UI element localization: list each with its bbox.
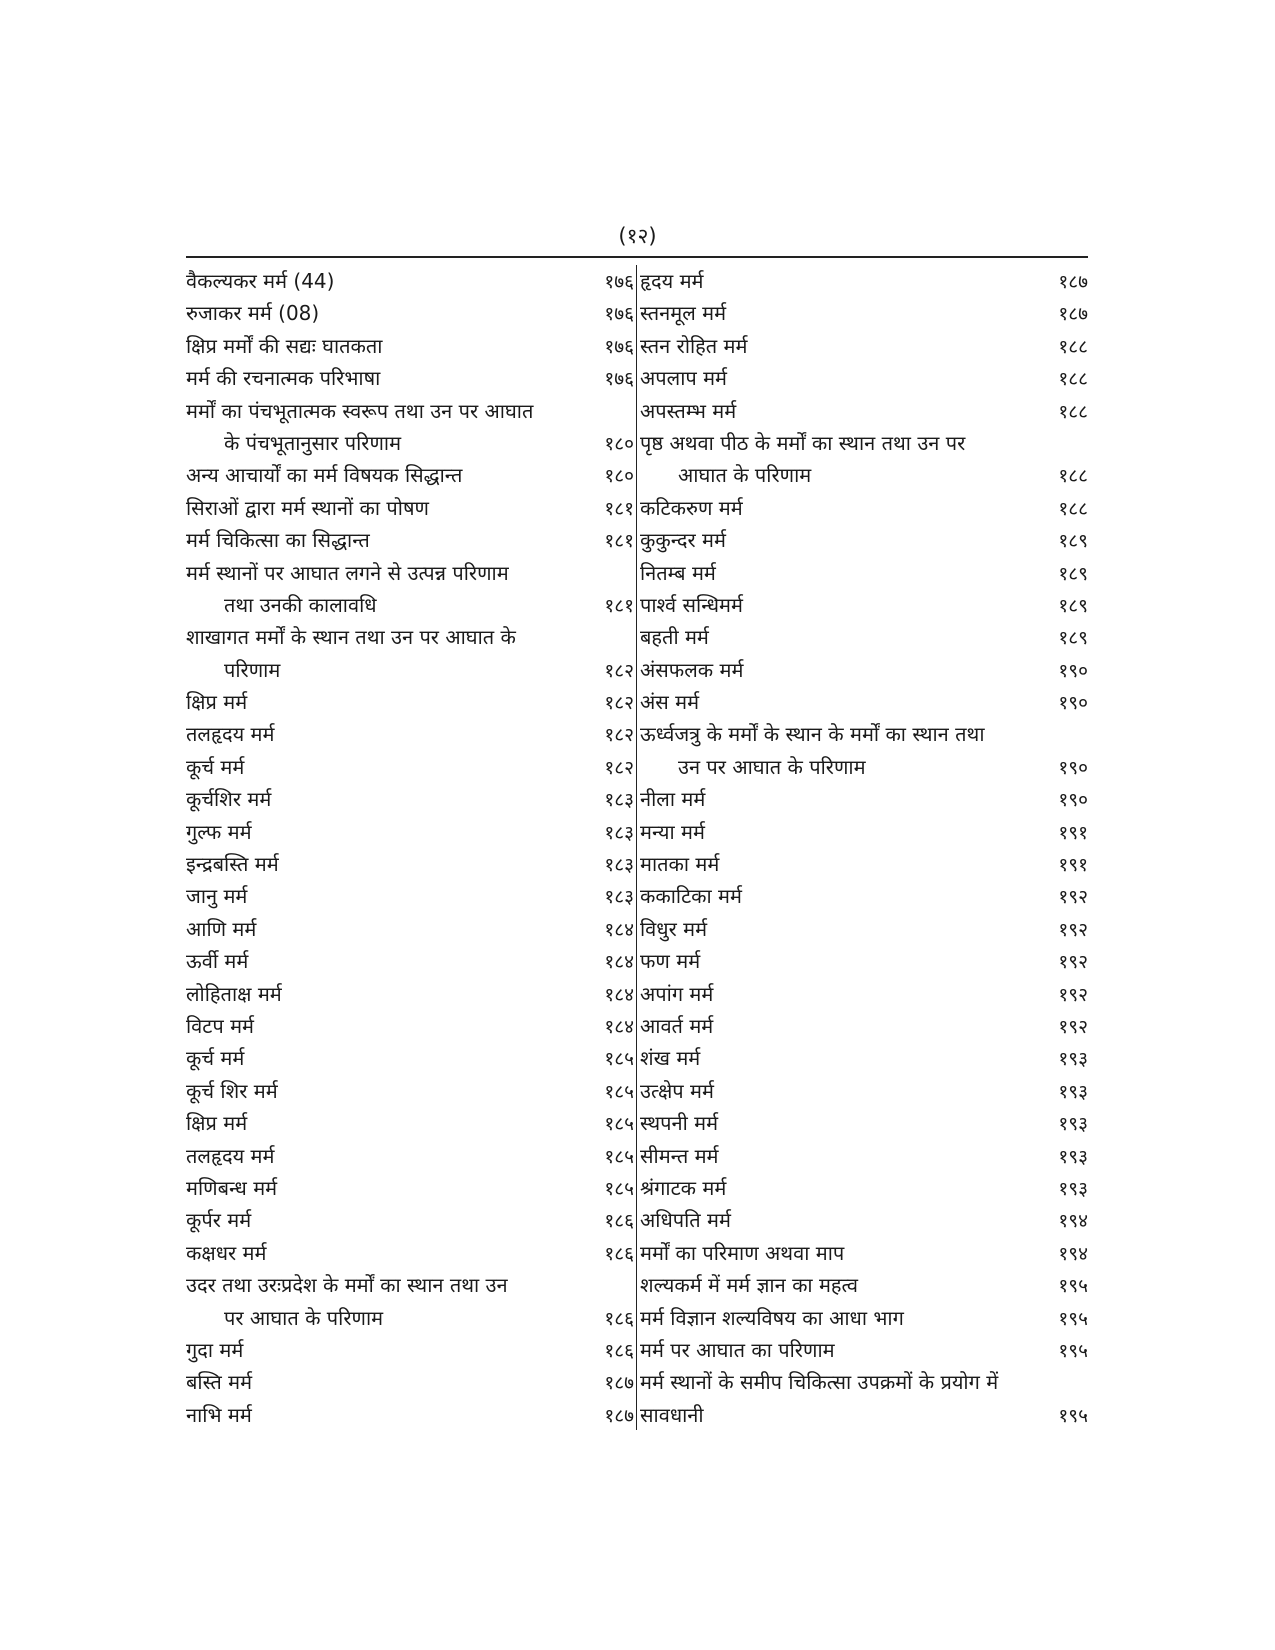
toc-entry bbox=[640, 1269, 1088, 1301]
toc-entry bbox=[186, 524, 634, 556]
toc-entry-page: १८६ bbox=[604, 1339, 634, 1362]
page-number: (१२) bbox=[618, 224, 657, 248]
toc-entry-title: सिराओं द्वारा मर्म स्थानों का पोषण bbox=[186, 495, 429, 520]
toc-entry bbox=[640, 1010, 1088, 1042]
toc-entry-page: १८७ bbox=[604, 1404, 634, 1427]
toc-entry bbox=[640, 1399, 1088, 1431]
toc-entry-title: उत्क्षेप मर्म bbox=[640, 1078, 714, 1103]
toc-entry-title: कूर्च मर्म bbox=[186, 1046, 245, 1071]
toc-entry bbox=[186, 783, 634, 815]
toc-entry bbox=[640, 880, 1088, 912]
toc-entry-page: १९० bbox=[1058, 789, 1088, 812]
toc-entry-title: उदर तथा उरःप्रदेश के मर्मों का स्थान तथा उन bbox=[186, 1273, 508, 1298]
toc-entry bbox=[640, 1075, 1088, 1107]
toc-entry-title: कक्षधर मर्म bbox=[186, 1240, 267, 1265]
toc-entry-title: ककाटिका मर्म bbox=[640, 884, 742, 909]
toc-entry-title: कूर्पर मर्म bbox=[186, 1208, 252, 1233]
toc-entry-page: १९१ bbox=[1058, 821, 1088, 844]
toc-entry-title: मर्म चिकित्सा का सिद्धान्त bbox=[186, 528, 370, 553]
toc-entry-title: तलहृदय मर्म bbox=[186, 1143, 275, 1168]
toc-entry bbox=[186, 621, 634, 653]
toc-entry bbox=[186, 1075, 634, 1107]
column-divider bbox=[636, 265, 637, 1430]
toc-entry-page: १९५ bbox=[1058, 1275, 1088, 1298]
toc-entry-title: अन्य आचार्यों का मर्म विषयक सिद्धान्त bbox=[186, 463, 463, 488]
toc-entry bbox=[640, 718, 1088, 750]
toc-entry-title: मर्म की रचनात्मक परिभाषा bbox=[186, 366, 381, 391]
toc-entry bbox=[186, 1107, 634, 1139]
toc-entry bbox=[186, 1010, 634, 1042]
toc-entry-page: १८८ bbox=[1058, 335, 1088, 358]
toc-entry-title: फण मर्म bbox=[640, 949, 701, 974]
toc-entry-title: वैकल्यकर मर्म (44) bbox=[186, 269, 335, 293]
toc-entry-page: १८१ bbox=[604, 530, 634, 553]
toc-entry-title: मर्म पर आघात का परिणाम bbox=[640, 1337, 835, 1362]
toc-entry-title: स्तनमूल मर्म bbox=[640, 301, 727, 326]
toc-entry-title: गुदा मर्म bbox=[186, 1337, 244, 1362]
toc-entry bbox=[186, 492, 634, 524]
toc-entry bbox=[186, 880, 634, 912]
toc-entry-title: गुल्फ मर्म bbox=[186, 819, 252, 844]
toc-entry-title: ऊर्वी मर्म bbox=[186, 949, 249, 974]
toc-entry bbox=[640, 945, 1088, 977]
toc-entry bbox=[186, 1172, 634, 1204]
toc-entry-page: १८६ bbox=[604, 1307, 634, 1330]
toc-entry-title: मन्या मर्म bbox=[640, 819, 705, 844]
toc-entry-title: मणिबन्ध मर्म bbox=[186, 1175, 278, 1200]
toc-entry-title: इन्द्रबस्ति मर्म bbox=[186, 852, 279, 877]
toc-entry-page: १८० bbox=[604, 432, 634, 455]
toc-entry bbox=[640, 1237, 1088, 1269]
toc-entry bbox=[640, 297, 1088, 329]
toc-entry bbox=[640, 492, 1088, 524]
toc-entry bbox=[186, 297, 634, 329]
toc-entry-title: मर्म स्थानों पर आघात लगने से उत्पन्न परिणाम bbox=[186, 560, 509, 585]
toc-entry-title: कूर्च मर्म bbox=[186, 754, 245, 779]
toc-entry-title: स्तन रोहित मर्म bbox=[640, 333, 748, 358]
toc-entry-page: १८४ bbox=[604, 983, 634, 1006]
toc-entry-title: के पंचभूतानुसार परिणाम bbox=[224, 430, 402, 455]
toc-entry bbox=[186, 978, 634, 1010]
toc-entry bbox=[640, 1042, 1088, 1074]
toc-entry bbox=[186, 589, 634, 621]
toc-entry-title: पार्श्व सन्धिमर्म bbox=[640, 592, 743, 617]
toc-entry-title: मर्म विज्ञान शल्यविषय का आधा भाग bbox=[640, 1305, 904, 1330]
toc-entry-page: १९५ bbox=[1058, 1307, 1088, 1330]
toc-entry bbox=[640, 589, 1088, 621]
toc-entry bbox=[186, 395, 634, 427]
toc-entry bbox=[186, 362, 634, 394]
toc-entry bbox=[186, 848, 634, 880]
toc-entry-page: १७६ bbox=[604, 271, 634, 293]
toc-entry bbox=[186, 265, 634, 297]
toc-entry-title: तलहृदय मर्म bbox=[186, 722, 275, 747]
toc-entry-title: अंस मर्म bbox=[640, 690, 700, 715]
toc-entry-title: नाभि मर्म bbox=[186, 1402, 252, 1427]
toc-entry bbox=[186, 751, 634, 783]
toc-left-column bbox=[186, 265, 634, 1431]
toc-entry-title: बस्ति मर्म bbox=[186, 1370, 253, 1395]
toc-entry-title: मर्मों का परिमाण अथवा माप bbox=[640, 1240, 845, 1265]
toc-entry-page: १८८ bbox=[1058, 497, 1088, 520]
toc-entry-title: अंसफलक मर्म bbox=[640, 657, 744, 682]
toc-entry bbox=[640, 978, 1088, 1010]
toc-entry-page: १८५ bbox=[604, 1177, 634, 1200]
toc-entry bbox=[640, 1172, 1088, 1204]
toc-entry-page: १९२ bbox=[1058, 951, 1088, 974]
toc-entry bbox=[640, 395, 1088, 427]
toc-entry bbox=[640, 783, 1088, 815]
toc-entry bbox=[640, 1366, 1088, 1398]
toc-entry-title: अपलाप मर्म bbox=[640, 366, 728, 391]
toc-entry-page: १८३ bbox=[604, 821, 634, 844]
toc-entry-title: क्षिप्र मर्मों की सद्यः घातकता bbox=[186, 333, 383, 358]
toc-entry-title: अपांग मर्म bbox=[640, 981, 714, 1006]
toc-entry bbox=[186, 330, 634, 362]
toc-entry bbox=[186, 913, 634, 945]
toc-entry-page: १८४ bbox=[604, 1015, 634, 1038]
toc-entry bbox=[640, 751, 1088, 783]
toc-entry bbox=[186, 1334, 634, 1366]
toc-entry-title: पर आघात के परिणाम bbox=[224, 1305, 384, 1330]
toc-entry-title: विटप मर्म bbox=[186, 1013, 255, 1038]
toc-entry-title: शंख मर्म bbox=[640, 1046, 701, 1071]
toc-entry-title: मातका मर्म bbox=[640, 852, 720, 877]
toc-entry-page: १८९ bbox=[1058, 530, 1088, 553]
toc-entry-page: १९५ bbox=[1058, 1404, 1088, 1427]
toc-entry-page: १९२ bbox=[1058, 918, 1088, 941]
toc-entry-page: १८४ bbox=[604, 951, 634, 974]
toc-entry-title: आणि मर्म bbox=[186, 916, 257, 941]
toc-entry-page: १९२ bbox=[1058, 983, 1088, 1006]
toc-right-column bbox=[640, 265, 1088, 1431]
toc-entry bbox=[186, 945, 634, 977]
toc-entry-title: नितम्ब मर्म bbox=[640, 560, 716, 585]
toc-entry-page: १८८ bbox=[1058, 400, 1088, 423]
toc-entry bbox=[186, 459, 634, 491]
toc-entry-page: १७६ bbox=[604, 303, 634, 326]
toc-entry-page: १८३ bbox=[604, 886, 634, 909]
toc-entry-page: १८२ bbox=[604, 692, 634, 715]
toc-entry bbox=[640, 265, 1088, 297]
toc-entry bbox=[640, 427, 1088, 459]
toc-entry-title: रुजाकर मर्म (08) bbox=[186, 301, 320, 326]
toc-entry bbox=[186, 718, 634, 750]
toc-entry-title: लोहिताक्ष मर्म bbox=[186, 981, 282, 1006]
toc-entry bbox=[186, 654, 634, 686]
toc-entry bbox=[186, 1366, 634, 1398]
toc-entry-title: मर्म स्थानों के समीप चिकित्सा उपक्रमों के प्रयोग में bbox=[640, 1370, 999, 1395]
toc-entry-page: १७६ bbox=[604, 368, 634, 391]
toc-entry-title: पृष्ठ अथवा पीठ के मर्मों का स्थान तथा उन पर bbox=[640, 430, 966, 455]
toc-entry bbox=[640, 1204, 1088, 1236]
toc-entry-title: अपस्तम्भ मर्म bbox=[640, 398, 737, 423]
toc-entry-title: कटिकरुण मर्म bbox=[640, 495, 743, 520]
toc-entry-page: १९० bbox=[1058, 756, 1088, 779]
toc-entry-title: कुकुन्दर मर्म bbox=[640, 528, 726, 553]
toc-entry-page: १८८ bbox=[1058, 465, 1088, 488]
toc-entry-title: कूर्चशिर मर्म bbox=[186, 787, 272, 812]
toc-entry-page: १९१ bbox=[1058, 854, 1088, 877]
toc-entry-title: क्षिप्र मर्म bbox=[186, 1111, 248, 1136]
toc-entry-title: जानु मर्म bbox=[186, 884, 248, 909]
toc-entry-title: बहती मर्म bbox=[640, 625, 709, 650]
toc-entry-title: शाखागत मर्मों के स्थान तथा उन पर आघात के bbox=[186, 625, 516, 650]
toc-entry bbox=[186, 1042, 634, 1074]
toc-entry-title: परिणाम bbox=[224, 657, 281, 682]
toc-entry-page: १९३ bbox=[1058, 1145, 1088, 1168]
toc-entry-page: १८५ bbox=[604, 1080, 634, 1103]
toc-entry-title: विधुर मर्म bbox=[640, 916, 708, 941]
toc-entry-page: १८२ bbox=[604, 659, 634, 682]
toc-entry bbox=[186, 1302, 634, 1334]
toc-entry bbox=[640, 362, 1088, 394]
toc-entry bbox=[640, 330, 1088, 362]
toc-entry-title: अधिपति मर्म bbox=[640, 1208, 731, 1233]
toc-entry bbox=[640, 1140, 1088, 1172]
toc-entry-page: १८७ bbox=[1058, 303, 1088, 326]
toc-entry-page: १७६ bbox=[604, 335, 634, 358]
toc-entry-page: १९३ bbox=[1058, 1113, 1088, 1136]
toc-entry-page: १८६ bbox=[604, 1242, 634, 1265]
toc-entry-title: आघात के परिणाम bbox=[678, 463, 812, 488]
toc-entry-title: सीमन्त मर्म bbox=[640, 1143, 719, 1168]
toc-entry-page: १८१ bbox=[604, 497, 634, 520]
toc-entry bbox=[186, 1399, 634, 1431]
toc-entry bbox=[640, 621, 1088, 653]
toc-entry bbox=[640, 913, 1088, 945]
toc-entry-page: १८३ bbox=[604, 854, 634, 877]
toc-entry bbox=[640, 816, 1088, 848]
toc-entry-page: १८३ bbox=[604, 789, 634, 812]
toc-entry bbox=[186, 557, 634, 589]
toc-entry-title: तथा उनकी कालावधि bbox=[224, 592, 377, 617]
toc-entry bbox=[640, 459, 1088, 491]
toc-entry-page: १९२ bbox=[1058, 886, 1088, 909]
toc-entry-page: १९५ bbox=[1058, 1339, 1088, 1362]
toc-entry bbox=[640, 686, 1088, 718]
toc-entry-page: १९४ bbox=[1058, 1210, 1088, 1233]
toc-entry-page: १९० bbox=[1058, 659, 1088, 682]
toc-entry-page: १९३ bbox=[1058, 1080, 1088, 1103]
toc-entry bbox=[186, 1269, 634, 1301]
toc-entry-page: १८७ bbox=[1058, 271, 1088, 293]
toc-entry-title: शल्यकर्म में मर्म ज्ञान का महत्व bbox=[640, 1273, 858, 1298]
toc-entry bbox=[640, 848, 1088, 880]
toc-entry-page: १९० bbox=[1058, 692, 1088, 715]
toc-entry-page: १८९ bbox=[1058, 562, 1088, 585]
toc-entry bbox=[186, 686, 634, 718]
toc-entry bbox=[640, 654, 1088, 686]
toc-entry-title: स्थपनी मर्म bbox=[640, 1111, 719, 1136]
toc-entry bbox=[640, 524, 1088, 556]
toc-entry-page: १८६ bbox=[604, 1210, 634, 1233]
toc-entry-title: कूर्च शिर मर्म bbox=[186, 1078, 278, 1103]
toc-entry-title: सावधानी bbox=[640, 1402, 704, 1427]
toc-entry bbox=[186, 1140, 634, 1172]
toc-entry bbox=[186, 1204, 634, 1236]
toc-entry-title: ऊर्ध्वजत्रु के मर्मों के स्थान के मर्मों का स्थान तथा bbox=[640, 722, 985, 747]
toc-entry-page: १८८ bbox=[1058, 368, 1088, 391]
toc-entry-page: १८९ bbox=[1058, 627, 1088, 650]
toc-entry bbox=[640, 557, 1088, 589]
toc-entry bbox=[186, 1237, 634, 1269]
toc-entry-page: १८७ bbox=[604, 1372, 634, 1395]
toc-entry bbox=[640, 1107, 1088, 1139]
toc-entry-page: १९४ bbox=[1058, 1242, 1088, 1265]
top-rule bbox=[186, 256, 1088, 258]
toc-entry-page: १८२ bbox=[604, 724, 634, 747]
toc-entry-title: नीला मर्म bbox=[640, 787, 706, 812]
toc-entry-title: क्षिप्र मर्म bbox=[186, 690, 248, 715]
toc-entry-title: मर्मों का पंचभूतात्मक स्वरूप तथा उन पर आघात bbox=[186, 398, 534, 423]
toc-entry-page: १९३ bbox=[1058, 1177, 1088, 1200]
toc-entry-page: १८४ bbox=[604, 918, 634, 941]
toc-entry-title: हृदय मर्म bbox=[640, 269, 704, 293]
toc-entry-page: १८५ bbox=[604, 1048, 634, 1071]
toc-entry-page: १८० bbox=[604, 465, 634, 488]
toc-entry-page: १९२ bbox=[1058, 1015, 1088, 1038]
toc-entry-page: १८५ bbox=[604, 1113, 634, 1136]
toc-entry bbox=[186, 816, 634, 848]
toc-entry-page: १८९ bbox=[1058, 594, 1088, 617]
toc-entry-page: १८२ bbox=[604, 756, 634, 779]
toc-entry-title: श्रंगाटक मर्म bbox=[640, 1175, 727, 1200]
toc-entry-page: १९३ bbox=[1058, 1048, 1088, 1071]
toc-entry bbox=[640, 1302, 1088, 1334]
toc-entry-title: आवर्त मर्म bbox=[640, 1013, 714, 1038]
toc-entry-page: १८५ bbox=[604, 1145, 634, 1168]
toc-entry-page: १८१ bbox=[604, 594, 634, 617]
toc-entry bbox=[186, 427, 634, 459]
toc-entry bbox=[640, 1334, 1088, 1366]
toc-entry-title: उन पर आघात के परिणाम bbox=[678, 754, 866, 779]
